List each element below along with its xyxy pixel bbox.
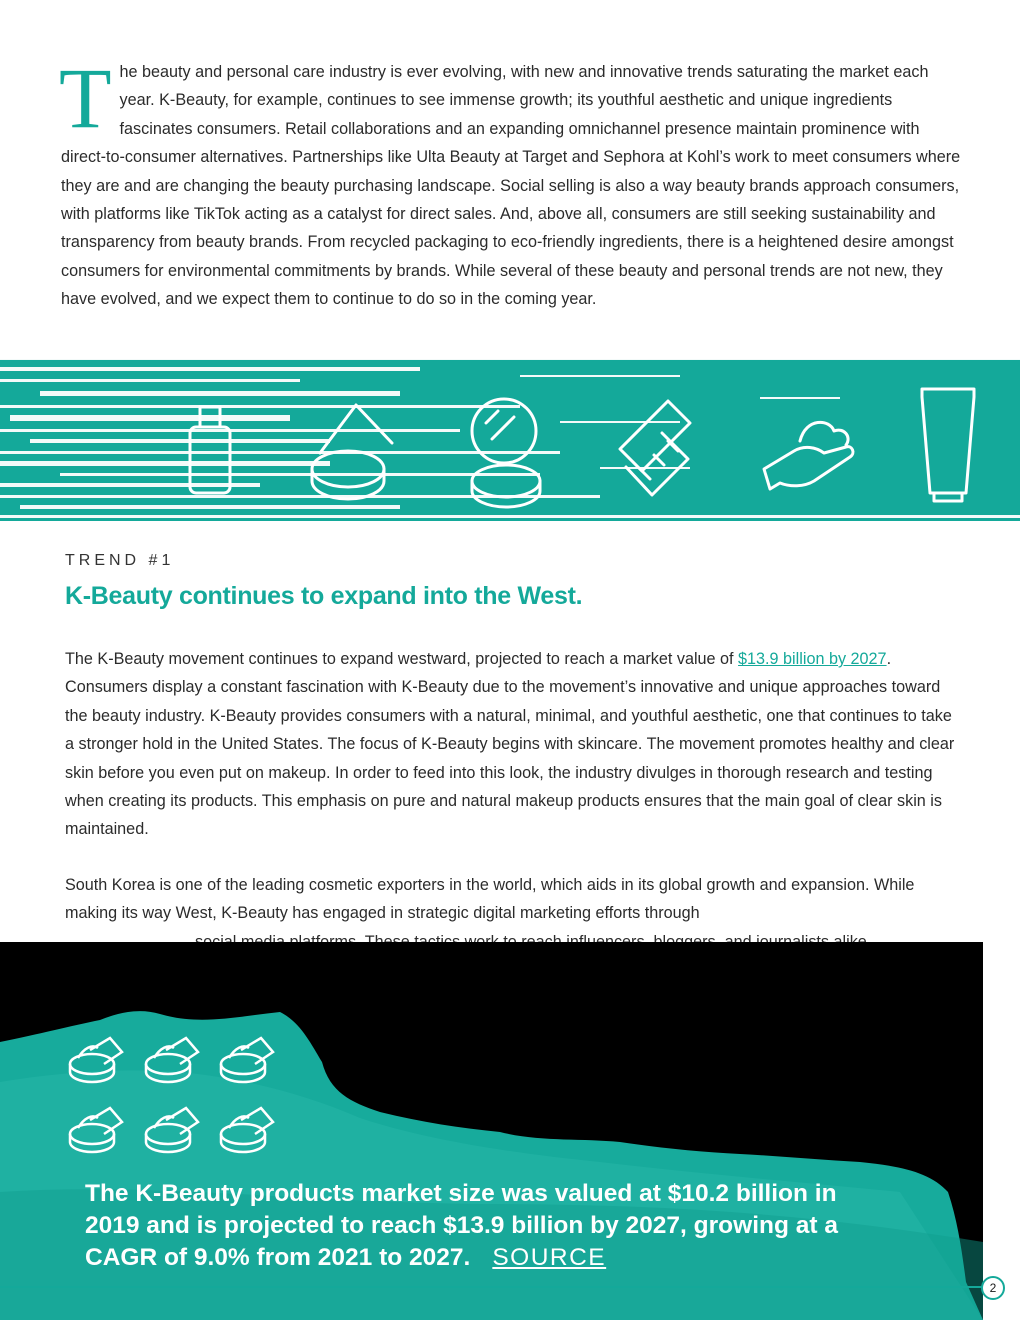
source-link[interactable]: SOURCE (492, 1244, 607, 1271)
cream-jar-icon (219, 1104, 275, 1156)
cream-jar-icon (144, 1034, 200, 1086)
trend-title: K-Beauty continues to expand into the West. (65, 582, 583, 610)
cream-jar-icon (219, 1034, 275, 1086)
paragraph-text: . Consumers display a constant fascination with K-Beauty due to the movement’s innovative and unique approaches toward the beauty industry. K-Beauty provides consumers with a natural, minimal, and youthful aesthetic, one that continues to take a stronger hold in the United States. The focus of K-Beauty begins with skincare. The movement promotes healthy and clear skin before you even put on makeup. In order to feed into this look, the industry divulges in thorough research and testing when creating its products. This emphasis on pure and natural makeup products ensures that the main goal of clear skin is maintained. (65, 650, 955, 839)
paragraph-text: The K-Beauty movement continues to expand westward, projected to reach a market value of (65, 650, 739, 668)
intro-paragraph (59, 50, 966, 314)
stat-callout (0, 942, 983, 1320)
intro-text: he beauty and personal care industry is ever evolving, with new and innovative trends saturating the market each year. K-Beauty, for example, continues to see immense growth; its youthful aesthetic and unique ingredients fascinates consumers. Retail collaborations and an expanding omnichannel presence maintain prominence with direct-to-consumer alternatives. Partnerships like Ulta Beauty at Target and Sephora at Kohl’s work to meet consumers where they are and are changing the beauty purchasing landscape. Social selling is also a way beauty brands approach consumers, with platforms like TikTok acting as a catalyst for direct sales. And, above all, consumers are still seeking sustainability and transparency from beauty brands. From recycled packaging to eco-friendly ingredients, there is a heightened desire amongst consumers for environmental commitments by brands. While several of these beauty and personal trends are not new, they have evolved, and we expect them to continue to do so in the coming year. (61, 63, 961, 309)
cream-jar-icon (68, 1104, 124, 1156)
trend-label: TREND #1 (65, 552, 175, 569)
page-number: 2 (981, 1276, 1005, 1300)
paragraph-text: South Korea is one of the leading cosmetic exporters in the world, which aids in its global growth and expansion. While making its way West, K-Beauty has engaged in strategic digital marketing efforts through (65, 876, 915, 923)
market-value-link[interactable]: $13.9 billion by 2027 (738, 650, 887, 668)
stat-text: The K-Beauty products market size was valued at $10.2 billion in 2019 and is projected to reach $13.9 billion by 2027, growing at a CAGR of 9.0% from 2021 to 2027. (85, 1180, 838, 1271)
trend-paragraph-1 (65, 645, 960, 844)
stat-statement (85, 1178, 885, 1274)
cream-jar-grid (68, 1034, 288, 1164)
beauty-icons-banner (0, 357, 1020, 523)
footer-rule (0, 1286, 982, 1288)
drop-cap: T (59, 50, 112, 146)
cream-jar-icon (68, 1034, 124, 1086)
cream-jar-icon (144, 1104, 200, 1156)
